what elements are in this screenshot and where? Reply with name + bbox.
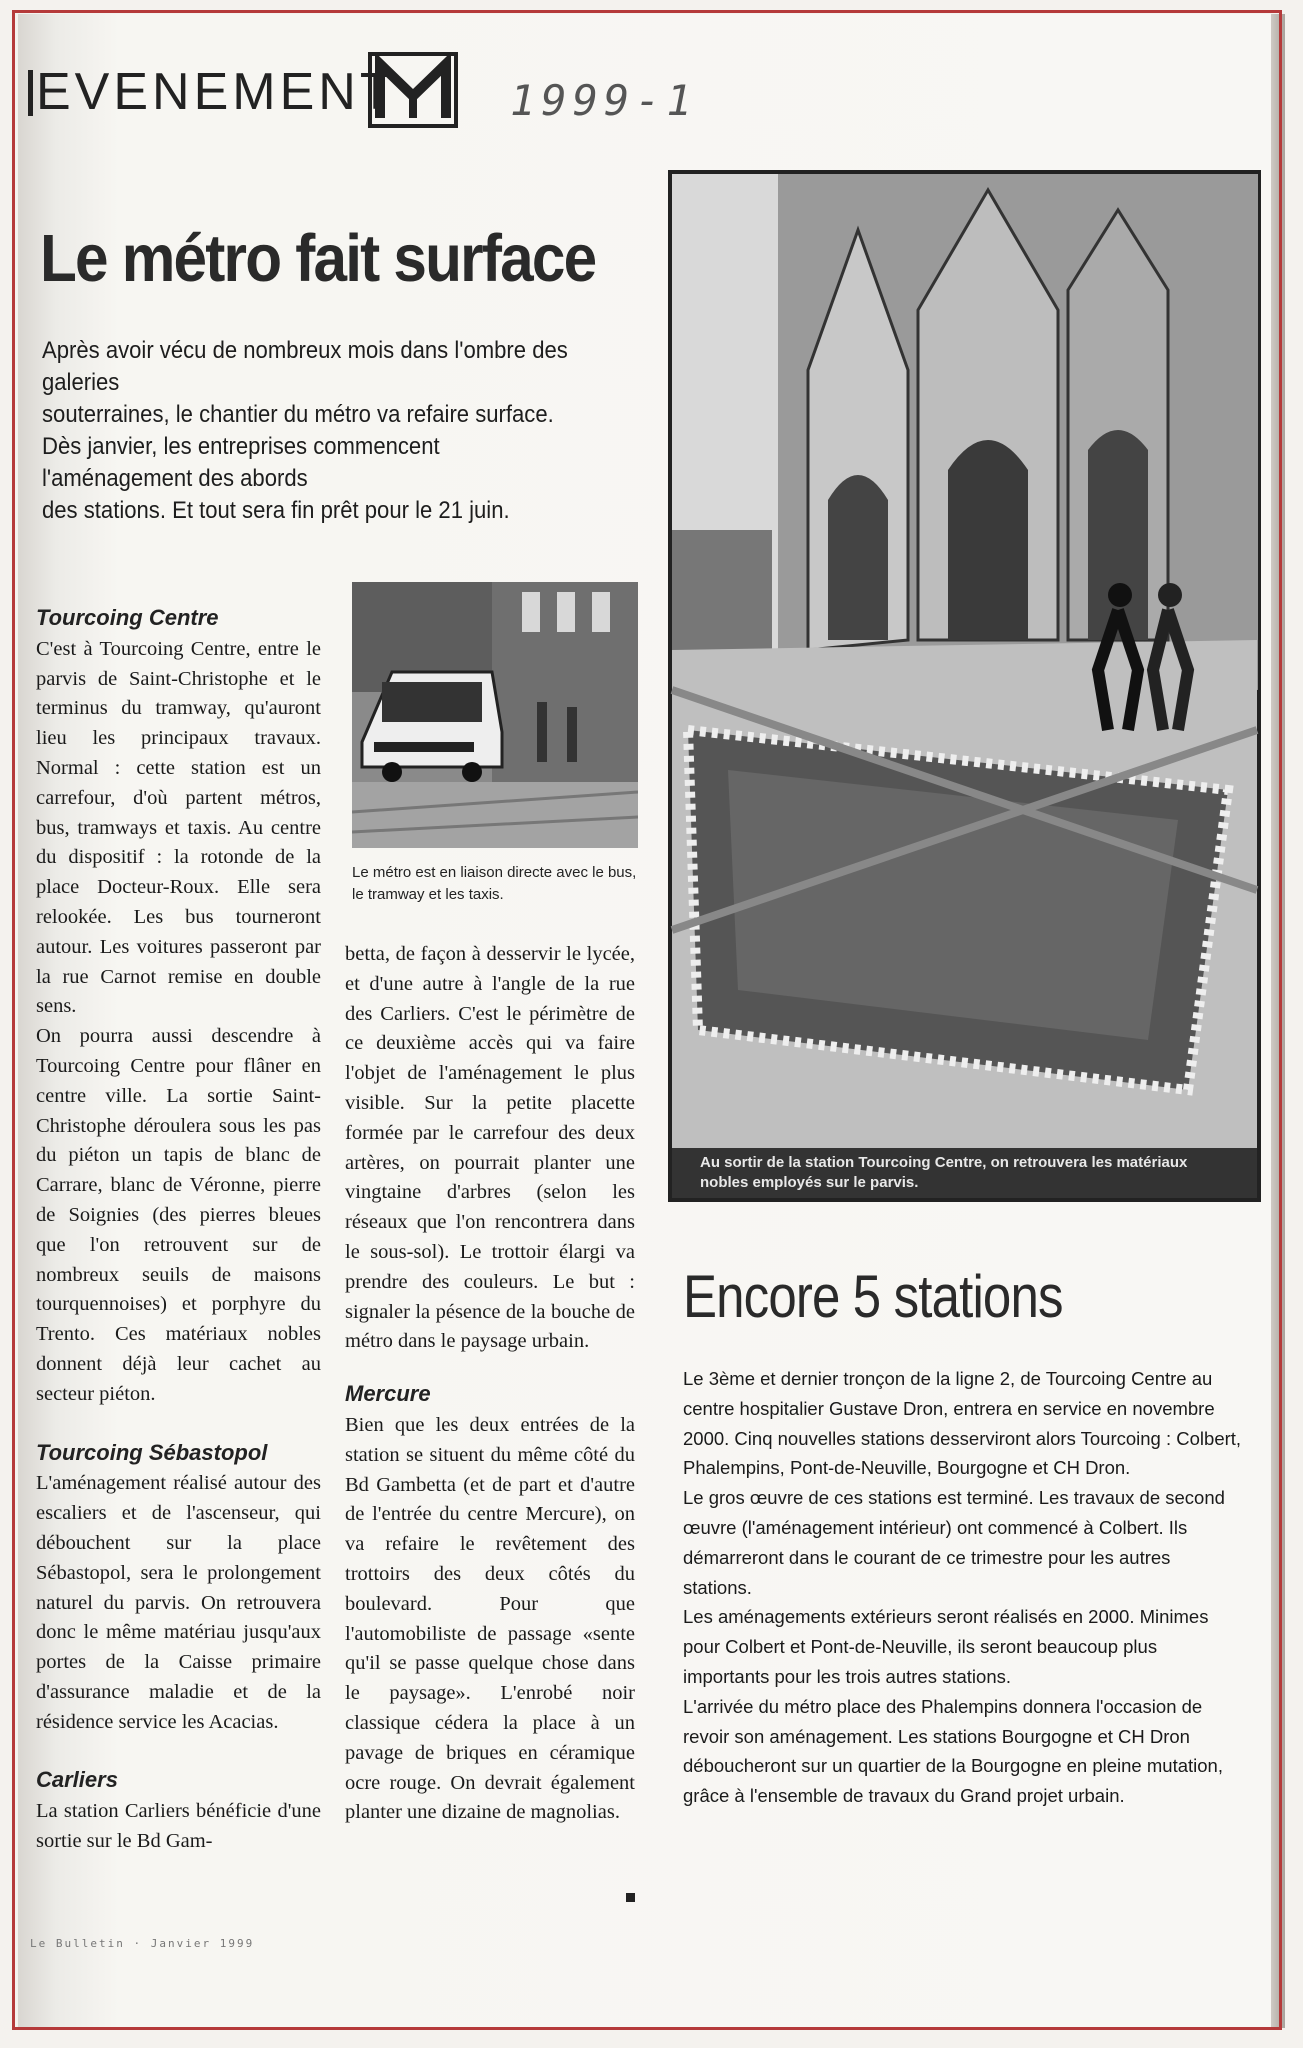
page-edge [1271, 14, 1285, 2028]
paragraph: L'arrivée du métro place des Phalempins donnera l'occasion de revoir son aménagement. Les stations Bourgogne et CH Dron déboucheront sur un quartier de la Bourgogne en pleine mutation, grâce à l'ensemble de travaux du Grand projet urbain. [683, 1695, 1223, 1807]
column-1 [36, 603, 321, 1857]
paragraph: Bien que les deux entrées de la station se situent du même côté du Bd Gambetta (et de part et d'autre de l'entrée du centre Mercure), on va refaire le revêtement des trottoirs des deux côtés du boulevard. Pour que l'automobiliste de passage «sente qu'il se passe quelque chose dans le paysage». L'enrobé noir classique cédera la place à un pavage de briques en céramique ocre rouge. On devrait également planter une dizaine de magnolias. [345, 1413, 635, 1824]
article-headline: Le métro fait surface [40, 221, 596, 296]
column-3 [683, 1364, 1243, 1811]
bus-station-photo [352, 582, 638, 848]
stations-title: Encore 5 stations [683, 1263, 1063, 1330]
photo-small-caption: Le métro est en liaison directe avec le bus, le tramway et les taxis. [352, 864, 637, 903]
paragraph: Le gros œuvre de ces stations est terminé. Les travaux de second œuvre (l'aménagement intérieur) ont commencé à Colbert. Ils démarreront dans le courant de ce trimestre pour les autres stations. [683, 1487, 1225, 1598]
column-2 [345, 940, 635, 1828]
paragraph: betta, de façon à desservir le lycée, et d'une autre à l'angle de la rue des Carliers. C'est le périmètre de ce deuxième accès qui va faire l'objet de l'aménagement le plus visible. Sur la petite placette formée par le carrefour des deux artères, on pourrait planter une vingtaine d'arbres (selon les réseaux que l'on rencontrera dans le sous-sol). Le trottoir élargi va prendre des couleurs. Le but : signaler la pésence de la bouche de métro dans le paysage urbain. [345, 943, 635, 1353]
paragraph: La station Carliers bénéficie d'une sortie sur le Bd Gam- [36, 1800, 321, 1853]
issue-stamp: 1999-1 [510, 76, 698, 125]
paragraph: On pourra aussi descendre à Tourcoing Centre pour flâner en centre ville. La sortie Saint-Christophe déroulera sous les pas du piéton un tapis de blanc de Carrare, blanc de Véronne, pierre de Soignies (des pierres bleues que l'on retrouvent sur de nombreux seuils de maisons tourquennoises) et porphyre du Trento. Ces matériaux nobles donnent déjà leur cachet au secteur piéton. [36, 1025, 321, 1405]
subheading-tourcoing-centre: Tourcoing Centre [36, 605, 219, 630]
subheading-sebastopol: Tourcoing Sébastopol [36, 1439, 268, 1465]
end-mark [626, 1893, 635, 1902]
lead-line: Dès janvier, les entreprises commencent l'aménagement des abords [42, 433, 440, 492]
metro-logo-icon [368, 52, 458, 128]
section-label: EVENEMENT [36, 63, 396, 121]
church-square-photo [668, 170, 1261, 1202]
lead-line: des stations. Et tout sera fin prêt pour le 21 juin. [42, 497, 510, 524]
page-footer: Le Bulletin · Janvier 1999 [30, 1937, 255, 1950]
paragraph: Les aménagements extérieurs seront réalisés en 2000. Minimes pour Colbert et Pont-de-Neuville, ils seront beaucoup plus importants pour les trois autres stations. [683, 1606, 1209, 1687]
lead-line: Après avoir vécu de nombreux mois dans l'ombre des galeries [42, 337, 568, 396]
article-lead [42, 335, 585, 527]
photo-big-caption: Au sortir de la station Tourcoing Centre, on retrouvera les matériaux nobles employés sur le parvis. [700, 1154, 1188, 1191]
paragraph: C'est à Tourcoing Centre, entre le parvis de Saint-Christophe et le terminus du tramway, qu'auront lieu les principaux travaux. Normal : cette station est un carrefour, d'où partent métros, bus, tramways et taxis. Au centre du dispositif : la rotonde de la place Docteur-Roux. Elle sera relookée. Les bus tourneront autour. Les voitures passeront par la rue Carnot remise en double sens. [36, 637, 321, 1018]
paragraph: L'aménagement réalisé autour des escaliers et de l'ascenseur, qui débouchent sur la place Sébastopol, sera le prolongement naturel du parvis. On retrouvera donc le même matériau jusqu'aux portes de la Caisse primaire d'assurance maladie et de la résidence service les Acacias. [36, 1472, 321, 1733]
section-bar [28, 70, 33, 116]
paragraph: Le 3ème et dernier tronçon de la ligne 2, de Tourcoing Centre au centre hospitalier Gustave Dron, entrera en service en novembre 2000. Cinq nouvelles stations desserviront alors Tourcoing : Colbert, Phalempins, Pont-de-Neuville, Bourgogne et CH Dron. [683, 1368, 1242, 1479]
subheading-mercure: Mercure [345, 1381, 431, 1407]
subheading-carliers: Carliers [36, 1767, 118, 1793]
lead-line: souterraines, le chantier du métro va refaire surface. [42, 401, 554, 428]
